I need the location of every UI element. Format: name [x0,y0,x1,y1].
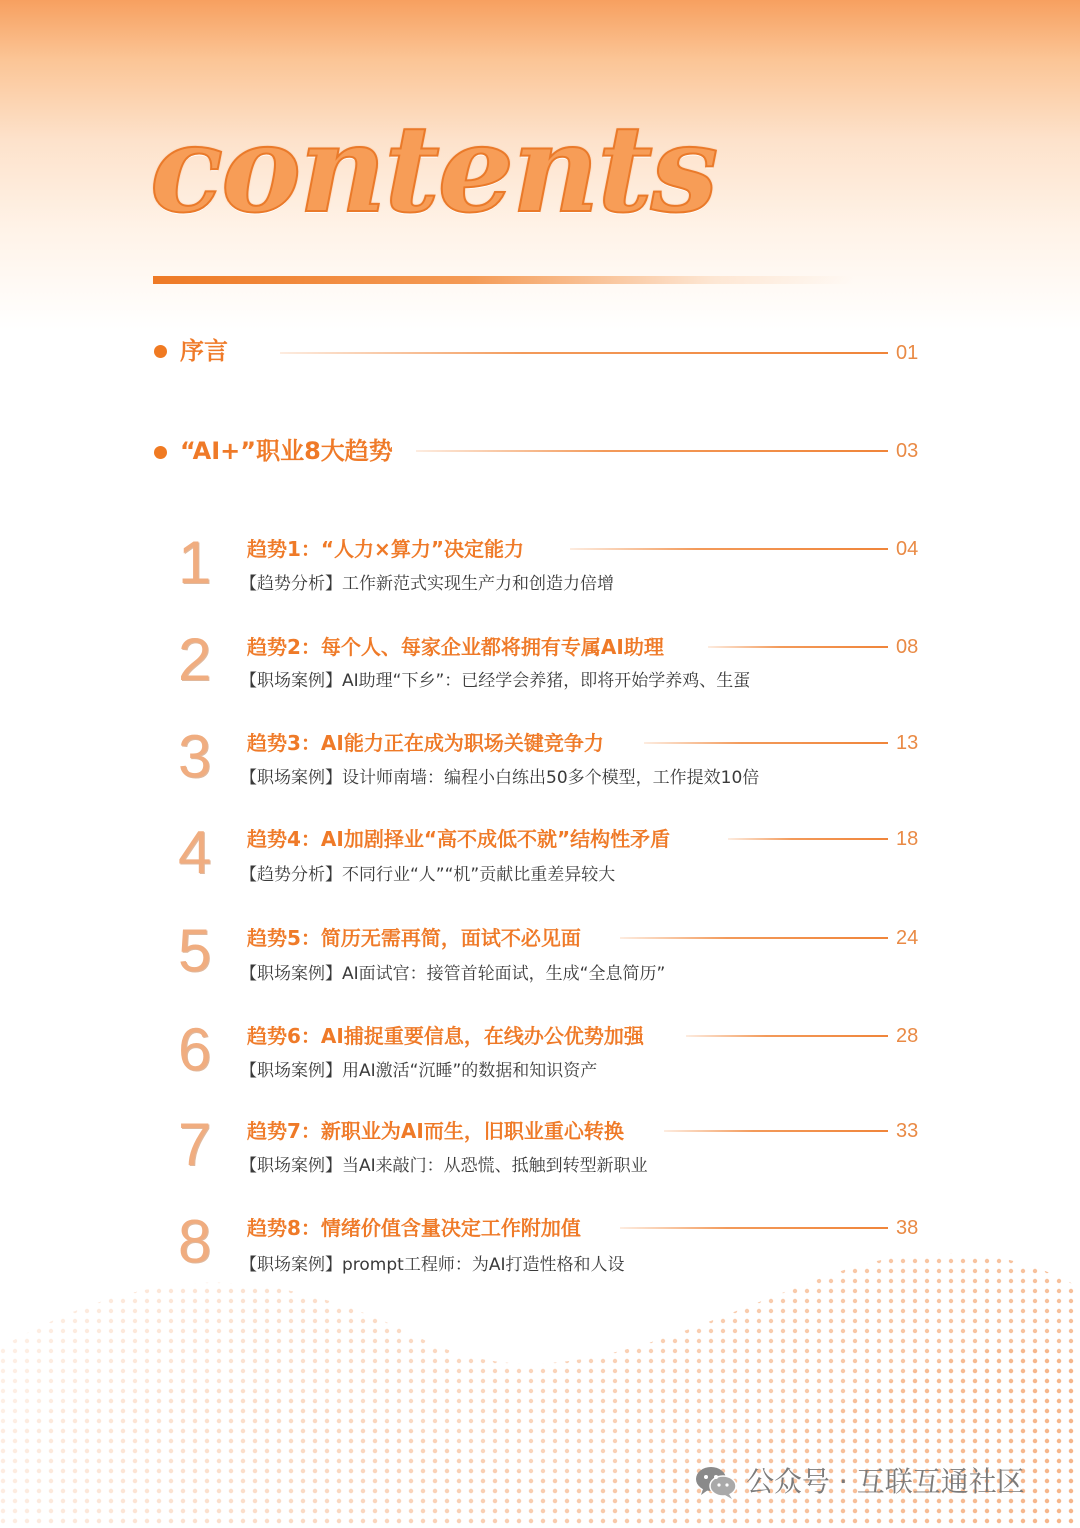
trend-number: 6 [178,1016,212,1083]
trend-title: 趋势2：每个人、每家企业都将拥有专属AI助理 [247,635,664,659]
trend-subtitle: 【职场案例】用AI激活“沉睡”的数据和知识资产 [240,1061,598,1081]
trend-number: 7 [178,1111,212,1178]
trend-number: 4 [178,819,212,886]
leader-line [620,937,888,939]
trend-title: 趋势3：AI能力正在成为职场关键竞争力 [247,731,604,755]
trend-subtitle: 【职场案例】prompt工程师：为AI打造性格和人设 [240,1255,625,1275]
page-number: 33 [896,1120,919,1142]
page-number: 18 [896,828,919,850]
section-title: 序言 [180,337,228,365]
leader-line [708,646,888,648]
bullet-dot [154,446,167,459]
page-number: 04 [896,538,919,560]
trend-subtitle: 【职场案例】AI面试官：接管首轮面试，生成“全息简历” [240,964,666,984]
source-watermark [694,1464,1025,1500]
trend-subtitle: 【趋势分析】不同行业“人”“机”贡献比重差异较大 [240,865,616,885]
trend-title: 趋势1：“人力×算力”决定能力 [247,537,524,561]
trend-title: 趋势8：情绪价值含量决定工作附加值 [247,1216,581,1240]
page-number: 08 [896,636,919,658]
page-number: 38 [896,1217,919,1239]
trend-title: 趋势6：AI捕捉重要信息，在线办公优势加强 [247,1024,644,1048]
page-number: 01 [896,342,919,364]
trend-title: 趋势4：AI加剧择业“高不成低不就”结构性矛盾 [247,827,671,851]
leader-line [664,1130,888,1132]
title-underline [153,276,853,284]
leader-line [620,1227,888,1229]
trend-number: 8 [178,1208,212,1275]
trend-subtitle: 【职场案例】AI助理“下乡”：已经学会养猪，即将开始学养鸡、生蛋 [240,671,751,691]
watermark-text: 公众号 · 互联互通社区 [746,1465,1025,1498]
leader-line [280,352,888,354]
page-number: 13 [896,732,919,754]
leader-line [644,742,888,744]
bullet-dot [154,345,167,358]
leader-line [686,1035,888,1037]
section-title: “AI+”职业8大趋势 [180,437,393,465]
trend-subtitle: 【趋势分析】工作新范式实现生产力和创造力倍增 [240,574,614,594]
wechat-icon [694,1464,738,1500]
trend-number: 3 [178,723,212,790]
page-number: 28 [896,1025,919,1047]
trend-title: 趋势5：简历无需再简，面试不必见面 [247,926,581,950]
leader-line [570,548,888,550]
trend-number: 2 [178,626,212,693]
page-title: contents [150,99,717,240]
trend-subtitle: 【职场案例】当AI来敲门：从恐慌、抵触到转型新职业 [240,1156,648,1176]
page-number: 24 [896,927,919,949]
trend-title: 趋势7：新职业为AI而生，旧职业重心转换 [247,1119,624,1143]
leader-line [416,450,888,452]
leader-line [728,838,888,840]
trend-number: 1 [178,529,212,596]
trend-number: 5 [178,917,212,984]
page-number: 03 [896,440,919,462]
trend-subtitle: 【职场案例】设计师南墙：编程小白练出50多个模型，工作提效10倍 [240,768,760,788]
